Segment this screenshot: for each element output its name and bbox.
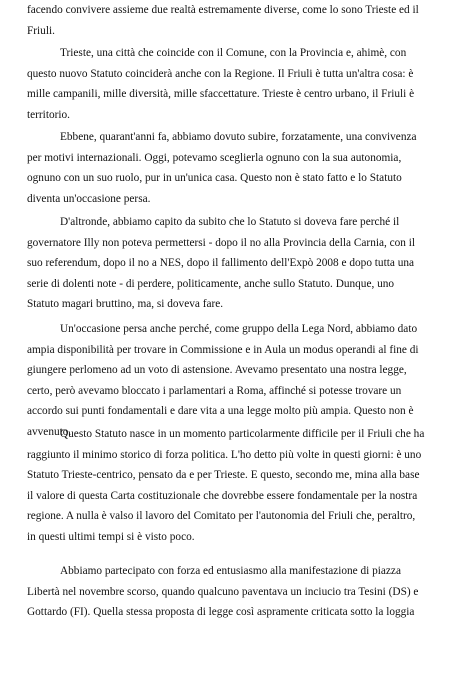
- text-line: in questi ultimi tempi si è visto poco.: [27, 530, 195, 543]
- text-line: governatore Illy non poteva permettersi - dopo il no alla Provincia della Carnia, con il: [27, 236, 416, 249]
- text-line: il valore di questa Carta costituzionale che dovrebbe essere fondamentale per la nostra: [27, 489, 418, 502]
- text-line: Un'occasione persa anche perché, come gruppo della Lega Nord, abbiamo dato: [60, 323, 418, 335]
- text-line: diventa un'occasione persa.: [27, 192, 151, 205]
- text-line: facendo convivere assieme due realtà estremamente diverse, come lo sono Trieste ed il: [27, 4, 419, 16]
- text-line: ampia disponibilità per trovare in Commissione e in Aula un modus operandi al fine di: [27, 343, 419, 356]
- text-line: accordo sui punti fondamentali e dare vita a una legge molto più ampia. Questo non è: [27, 405, 414, 417]
- text-line: certo, però avevamo bloccato i parlamentari a Roma, affinché si potesse trovare un: [27, 384, 402, 397]
- paragraph-7: [27, 561, 441, 623]
- paragraph-3: [27, 127, 441, 209]
- text-line: serie di dolenti note - di perdere, politicamente, anche sullo Statuto. Dunque, uno: [27, 277, 395, 290]
- text-line: Libertà nel novembre scorso, quando qualcuno paventava un inciucio tra Tesini (DS) e: [27, 585, 419, 598]
- text-line: ognuno con un suo ruolo, pur in un'unica casa. Questo non è stato fatto e lo Statuto: [27, 172, 402, 184]
- text-line: suo referendum, dopo il no a NES, dopo il fallimento dell'Expò 2008 e dopo tutta una: [27, 257, 415, 269]
- paragraph-4: [27, 212, 441, 315]
- text-line: avvenuto.: [27, 425, 72, 438]
- text-line: mille campanili, mille diversità, mille sfaccettature. Trieste è centro urbano, il Friuli è: [27, 88, 415, 100]
- text-line: Gottardo (FI). Quella stessa proposta di legge così aspramente criticata sotto la loggia: [27, 606, 415, 618]
- text-line: Statuto Trieste-centrico, pensato da e per Trieste. E questo, secondo me, mina alla base: [27, 469, 420, 481]
- text-line: giungere perlomeno ad un voto di astensione. Avevamo presentato una nostra legge,: [27, 364, 407, 376]
- text-line: Ebbene, quarant'anni fa, abbiamo dovuto subire, forzatamente, una convivenza: [60, 131, 417, 143]
- text-line: Friuli.: [27, 24, 55, 37]
- text-line: Abbiamo partecipato con forza ed entusiasmo alla manifestazione di piazza: [60, 565, 401, 577]
- paragraph-6: [27, 424, 441, 547]
- paragraph-1: [27, 0, 441, 41]
- text-line: per motivi internazionali. Oggi, potevamo sceglierla ognuno con la sua autonomia,: [27, 151, 402, 164]
- text-line: territorio.: [27, 108, 70, 121]
- text-line: Statuto magari bruttino, ma, si doveva fare.: [27, 298, 224, 310]
- text-line: D'altronde, abbiamo capito da subito che lo Statuto si doveva fare perché il: [60, 216, 400, 228]
- text-line: questo nuovo Statuto coinciderà anche con la Regione. Il Friuli è tutta un'altra cosa: è: [27, 67, 414, 80]
- paragraph-2: [27, 43, 441, 125]
- text-line: Questo Statuto nasce in un momento particolarmente difficile per il Friuli che ha: [60, 428, 425, 440]
- text-line: raggiunto il minimo storico di forza politica. L'ho detto più volte in questi giorni: è uno: [27, 448, 422, 461]
- text-line: regione. A nulla è valso il lavoro del Comitato per l'autonomia del Friuli che, peraltro,: [27, 510, 416, 522]
- text-line: Trieste, una città che coincide con il Comune, con la Provincia e, ahimè, con: [60, 47, 407, 59]
